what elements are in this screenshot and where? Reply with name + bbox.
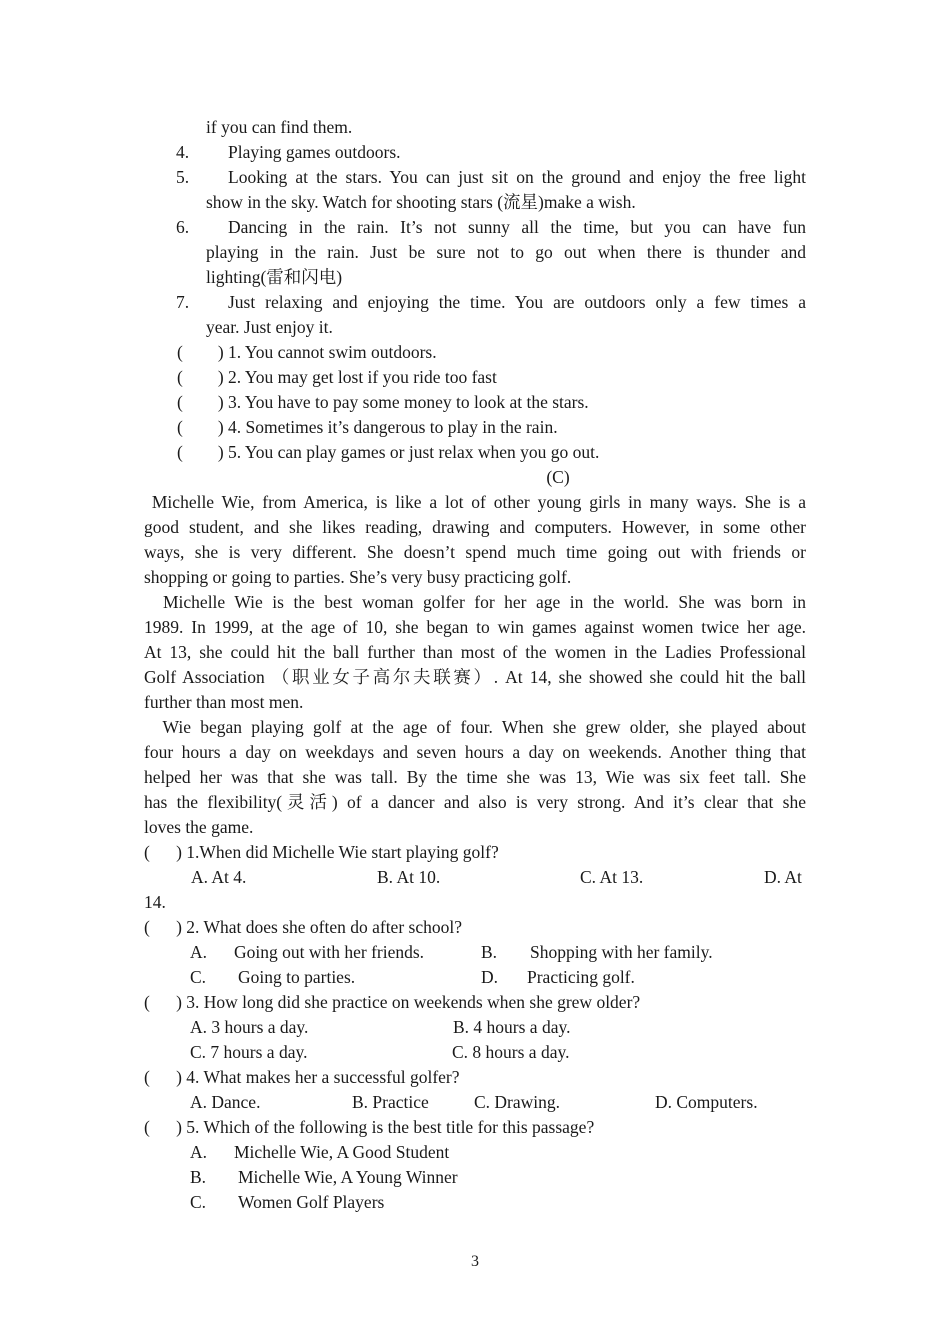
paragraph-line: 1989. In 1999, at the age of 10, she began to win games against women twice her age. [144,617,806,637]
option: D. Computers. [655,1092,758,1112]
option-text: Practicing golf. [527,967,635,987]
option: C. 7 hours a day. [190,1042,308,1062]
paragraph-line: Michelle Wie, from America, is like a lot of other young girls in many ways. She is a [144,492,807,512]
text-line: if you can find them. [206,117,353,137]
text-line: Playing games outdoors. [228,142,401,162]
paragraph-line: good student, and she likes reading, drawing and computers. However, in some other [144,517,806,537]
option: B. At 10. [377,867,441,887]
tf-question: ( ) 2. You may get lost if you ride too fast [177,367,497,387]
text-line: year. Just enjoy it. [206,317,333,337]
question-stem: ( ) 1.When did Michelle Wie start playing golf? [144,842,499,862]
paragraph-line: At 13, she could hit the ball further than most of the women in the Ladies Professional [144,642,806,662]
section-label: (C) [546,467,570,487]
option: B. Practice [352,1092,429,1112]
page-number: 3 [471,1253,479,1270]
option-letter: D. [481,967,499,987]
option: A. 3 hours a day. [190,1017,309,1037]
option-letter: A. [190,1142,208,1162]
option-letter: C. [190,967,207,987]
option-text: Going to parties. [238,967,356,987]
option-text: Women Golf Players [238,1192,385,1212]
option-text: Shopping with her family. [530,942,713,962]
option-text: Michelle Wie, A Young Winner [238,1167,458,1187]
paragraph-line: Golf Association （职业女子高尔夫联赛）. At 14, she showed she could hit the ball [144,667,806,687]
option: D. At [764,867,802,887]
option: B. 4 hours a day. [453,1017,571,1037]
option-wrap: 14. [144,892,166,912]
question-stem: ( ) 2. What does she often do after school? [144,917,462,937]
question-stem: ( ) 5. Which of the following is the best title for this passage? [144,1117,595,1137]
option: A. At 4. [191,867,247,887]
text-line: show in the sky. Watch for shooting stars (流星)make a wish. [206,192,636,212]
option-text: Going out with her friends. [234,942,425,962]
paragraph-line: has the flexibility(灵活) of a dancer and also is very strong. And it’s clear that she [144,792,806,812]
paragraph-line: ways, she is very different. She doesn’t spend much time going out with friends or [144,542,806,562]
tf-question: ( ) 4. Sometimes it’s dangerous to play in the rain. [177,417,558,437]
paragraph-line: Michelle Wie is the best woman golfer for her age in the world. She was born in [144,592,807,612]
item-number: 5. [176,167,190,187]
text-line: Looking at the stars. You can just sit on the ground and enjoy the free light [228,167,806,187]
option-letter: B. [481,942,498,962]
text-line: lighting(雷和闪电) [206,267,343,287]
option-letter: A. [190,942,208,962]
option: A. Dance. [190,1092,261,1112]
paragraph-line: loves the game. [144,817,254,837]
option-text: Michelle Wie, A Good Student [234,1142,450,1162]
paragraph-line: helped her was that she was tall. By the time she was 13, Wie was six feet tall. She [144,767,806,787]
tf-question: ( ) 5. You can play games or just relax when you go out. [177,442,600,462]
item-number: 7. [176,292,190,312]
text-line: Just relaxing and enjoying the time. You are outdoors only a few times a [228,292,806,312]
item-number: 6. [176,217,190,237]
paragraph-line: shopping or going to parties. She’s very busy practicing golf. [144,567,572,587]
text-line: playing in the rain. Just be sure not to go out when there is thunder and [206,242,806,262]
paragraph-line: further than most men. [144,692,304,712]
question-stem: ( ) 3. How long did she practice on weekends when she grew older? [144,992,641,1012]
paragraph-line: four hours a day on weekdays and seven hours a day on weekends. Another thing that [144,742,806,762]
question-stem: ( ) 4. What makes her a successful golfer? [144,1067,460,1087]
item-number: 4. [176,142,190,162]
option-letter: C. [190,1192,207,1212]
option: C. Drawing. [474,1092,561,1112]
option-letter: B. [190,1167,207,1187]
tf-question: ( ) 1. You cannot swim outdoors. [177,342,437,362]
paragraph-line: Wie began playing golf at the age of four. When she grew older, she played about [144,717,806,737]
option: C. 8 hours a day. [452,1042,570,1062]
tf-question: ( ) 3. You have to pay some money to look at the stars. [177,392,589,412]
option: C. At 13. [580,867,644,887]
text-line: Dancing in the rain. It’s not sunny all the time, but you can have fun [228,217,806,237]
